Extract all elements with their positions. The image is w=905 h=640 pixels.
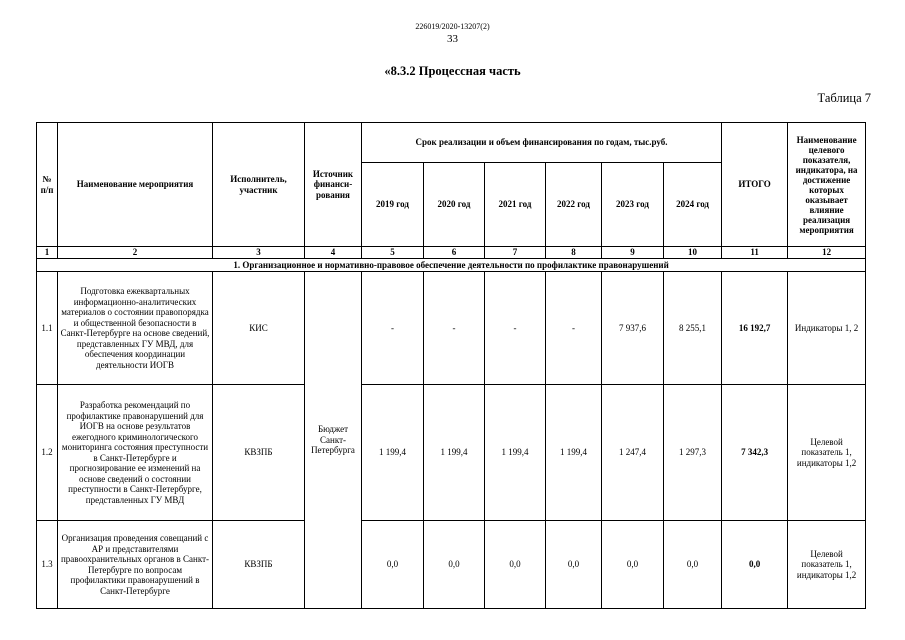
value-2021: 1 199,4 [485,385,546,521]
header-source: Источник финанси-рования [305,123,362,247]
header-year-2022: 2022 год [546,163,602,247]
value-2023: 7 937,6 [602,272,664,385]
value-2021: 0,0 [485,521,546,609]
column-number: 3 [213,247,305,259]
column-number-row [37,247,866,259]
table-row [37,272,866,385]
column-number: 8 [546,247,602,259]
executor: КИС [213,272,305,385]
indicator: Целевой показатель 1, индикаторы 1,2 [788,385,866,521]
indicator: Целевой показатель 1, индикаторы 1,2 [788,521,866,609]
header-year-2021: 2021 год [485,163,546,247]
value-2019: 0,0 [362,521,424,609]
column-number: 6 [424,247,485,259]
header-indicator: Наименование целевого показателя, индикатора, на достижение которых оказывает влияние реализация мероприятия [788,123,866,247]
value-2022: 1 199,4 [546,385,602,521]
column-number: 10 [664,247,722,259]
section-row [37,259,866,272]
header-name: Наименование мероприятия [58,123,213,247]
section-heading: «8.3.2 Процессная часть [384,64,521,78]
header-period-group: Срок реализации и объем финансирования по годам, тыс.руб. [362,123,722,163]
value-2019: 1 199,4 [362,385,424,521]
value-2023: 1 247,4 [602,385,664,521]
header-year-2023: 2023 год [602,163,664,247]
value-2020: 1 199,4 [424,385,485,521]
executor: КВЗПБ [213,521,305,609]
total-value: 7 342,3 [722,385,788,521]
column-number: 2 [58,247,213,259]
header-num: № п/п [37,123,58,247]
value-2023: 0,0 [602,521,664,609]
total-value: 16 192,7 [722,272,788,385]
value-2022: - [546,272,602,385]
header-year-2020: 2020 год [424,163,485,247]
header-row-1 [37,123,866,163]
value-2022: 0,0 [546,521,602,609]
value-2019: - [362,272,424,385]
row-number: 1.2 [37,385,58,521]
header-executor: Исполнитель, участник [213,123,305,247]
table-row [37,385,866,521]
column-number: 4 [305,247,362,259]
row-number: 1.1 [37,272,58,385]
header-year-2019: 2019 год [362,163,424,247]
page-number: 33 [447,33,458,45]
value-2024: 0,0 [664,521,722,609]
activity-name: Подготовка ежеквартальных информационно-аналитических материалов о состоянии правопорядка и общественной безопасности в Санкт-Петербурге на основе сведений, представленных ГУ МВД, для обеспечения координации деятельности ИОГВ [58,272,213,385]
value-2024: 1 297,3 [664,385,722,521]
column-number: 1 [37,247,58,259]
table-caption: Таблица 7 [817,91,871,105]
indicator: Индикаторы 1, 2 [788,272,866,385]
document-id: 226019/2020-13207(2) [415,22,490,31]
column-number: 12 [788,247,866,259]
value-2020: 0,0 [424,521,485,609]
value-2020: - [424,272,485,385]
funding-source: Бюджет Санкт-Петербурга [305,272,362,609]
value-2021: - [485,272,546,385]
activity-name: Разработка рекомендаций по профилактике правонарушений для ИОГВ на основе результатов ежегодного криминологического мониторинга состояния преступности в Санкт-Петербурге и прогнозирование ее изменений на основе сведений о состоянии преступности в Санкт-Петербурге, представленных ГУ МВД [58,385,213,521]
table-row [37,521,866,609]
activity-name: Организация проведения совещаний с АР и представителями правоохранительных органов в Санкт-Петербурге по вопросам профилактики правонарушений в Санкт-Петербурге [58,521,213,609]
row-number: 1.3 [37,521,58,609]
column-number: 9 [602,247,664,259]
total-value: 0,0 [722,521,788,609]
value-2024: 8 255,1 [664,272,722,385]
header-year-2024: 2024 год [664,163,722,247]
section-title: 1. Организационное и нормативно-правовое обеспечение деятельности по профилактике правонарушений [37,259,866,272]
column-number: 11 [722,247,788,259]
column-number: 7 [485,247,546,259]
header-total: ИТОГО [722,123,788,247]
financing-table [36,122,866,609]
executor: КВЗПБ [213,385,305,521]
column-number: 5 [362,247,424,259]
